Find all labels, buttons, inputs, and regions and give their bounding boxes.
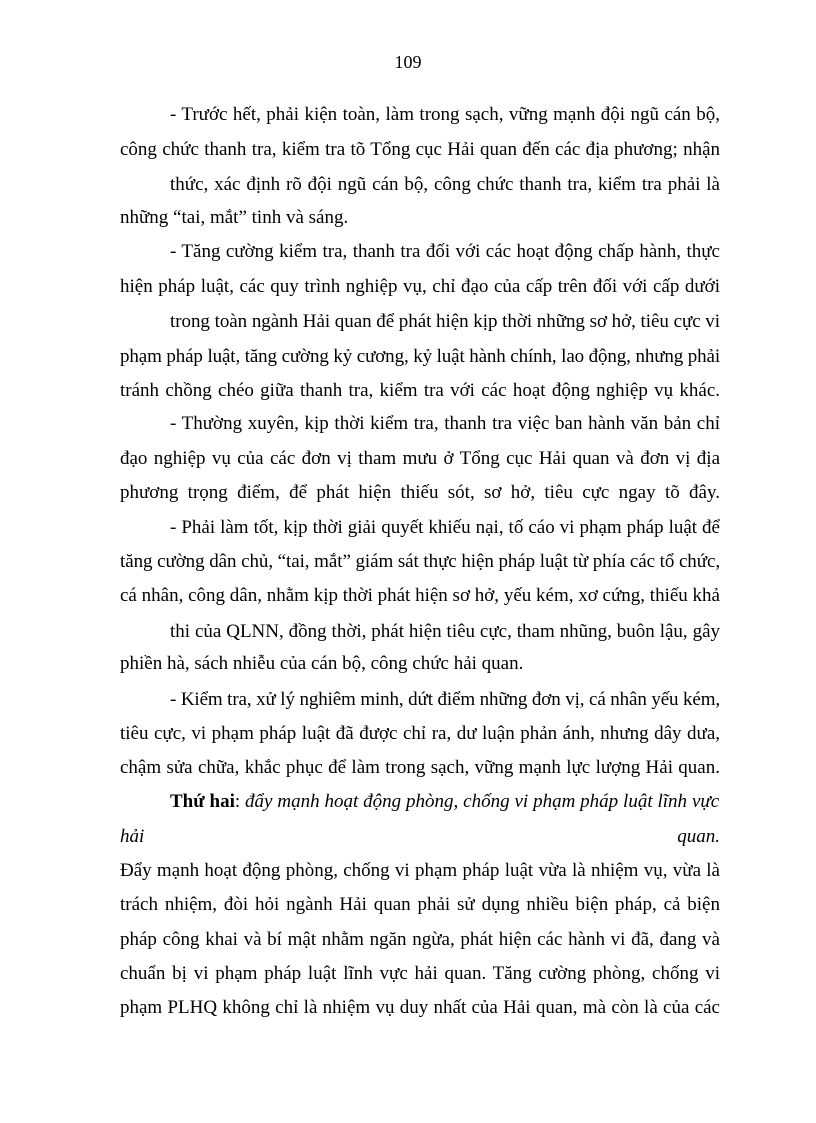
text-line: phạm PLHQ không chỉ là nhiệm vụ duy nhất của Hải quan, mà còn là của các [120,997,720,1018]
section-heading-continuation [120,825,720,849]
text-line: hiện pháp luật, các quy trình nghiệp vụ, chỉ đạo của cấp trên đối với cấp dưới [120,276,720,297]
text-line: cá nhân, công dân, nhằm kịp thời phát hiện sơ hở, yếu kém, xơ cứng, thiếu khả [120,585,720,606]
text-line: tránh chồng chéo giữa thanh tra, kiểm tra với các hoạt động nghiệp vụ khác. [120,380,720,401]
text-line: - Phải làm tốt, kịp thời giải quyết khiếu nại, tố cáo vi phạm pháp luật để [170,517,720,538]
text-line: tiêu cực, vi phạm pháp luật đã được chỉ ra, dư luận phản ánh, nhưng dây dưa, [120,723,720,744]
text-line: phương trọng điểm, để phát hiện thiếu sót, sơ hở, tiêu cực ngay tõ đây. [120,482,720,503]
text-line: trách nhiệm, đòi hỏi ngành Hải quan phải sử dụng nhiều biện pháp, cả biện [120,894,720,915]
text-line: đạo nghiệp vụ của các đơn vị tham mưu ở Tổng cục Hải quan và đơn vị địa [120,448,720,469]
text-line: - Trước hết, phải kiện toàn, làm trong sạch, vững mạnh đội ngũ cán bộ, [170,104,720,125]
text-line: - Thường xuyên, kịp thời kiểm tra, thanh tra việc ban hành văn bản chỉ [170,413,720,434]
text-line: tăng cường dân chủ, “tai, mắt” giám sát thực hiện pháp luật từ phía các tổ chức, [120,551,720,572]
text-line: phạm pháp luật, tăng cường kỷ cương, kỷ luật hành chính, lao động, nhưng phải [120,346,720,367]
text-line: pháp công khai và bí mật nhằm ngăn ngừa, phát hiện các hành vi đã, đang và [120,929,720,950]
text-line: trong toàn ngành Hải quan để phát hiện kịp thời những sơ hở, tiêu cực vi [170,311,721,332]
heading-colon: : [234,791,246,812]
text-line: công chức thanh tra, kiểm tra tõ Tổng cục Hải quan đến các địa phương; nhận [120,139,720,160]
text-line: Đẩy mạnh hoạt động phòng, chống vi phạm pháp luật vừa là nhiệm vụ, vừa là [120,860,720,881]
heading-cont-left: hải [120,826,145,847]
page-number: 109 [394,52,422,72]
text-line: thi của QLNN, đồng thời, phát hiện tiêu cực, tham nhũng, buôn lậu, gây [170,621,720,642]
text-line: - Kiểm tra, xử lý nghiêm minh, dứt điểm những đơn vị, cá nhân yếu kém, [170,689,720,710]
heading-bold: Thứ hai [170,791,235,812]
heading-cont-right: quan. [677,826,720,847]
heading-italic: đẩy mạnh hoạt động phòng, chống vi phạm pháp luật lĩnh vực [245,791,720,812]
text-line: chuẩn bị vi phạm pháp luật lĩnh vực hải quan. Tăng cường phòng, chống vi [120,963,720,984]
text-line: chậm sửa chữa, khắc phục để làm trong sạch, vững mạnh lực lượng Hải quan. [120,757,720,778]
text-line: những “tai, mắt” tinh và sáng. [120,207,349,228]
text-line: phiền hà, sách nhiễu của cán bộ, công chức hải quan. [120,653,524,674]
text-line: thức, xác định rõ đội ngũ cán bộ, công chức thanh tra, kiểm tra phải là [170,174,720,195]
text-line: - Tăng cường kiểm tra, thanh tra đối với các hoạt động chấp hành, thực [170,241,720,262]
section-heading [170,790,719,814]
